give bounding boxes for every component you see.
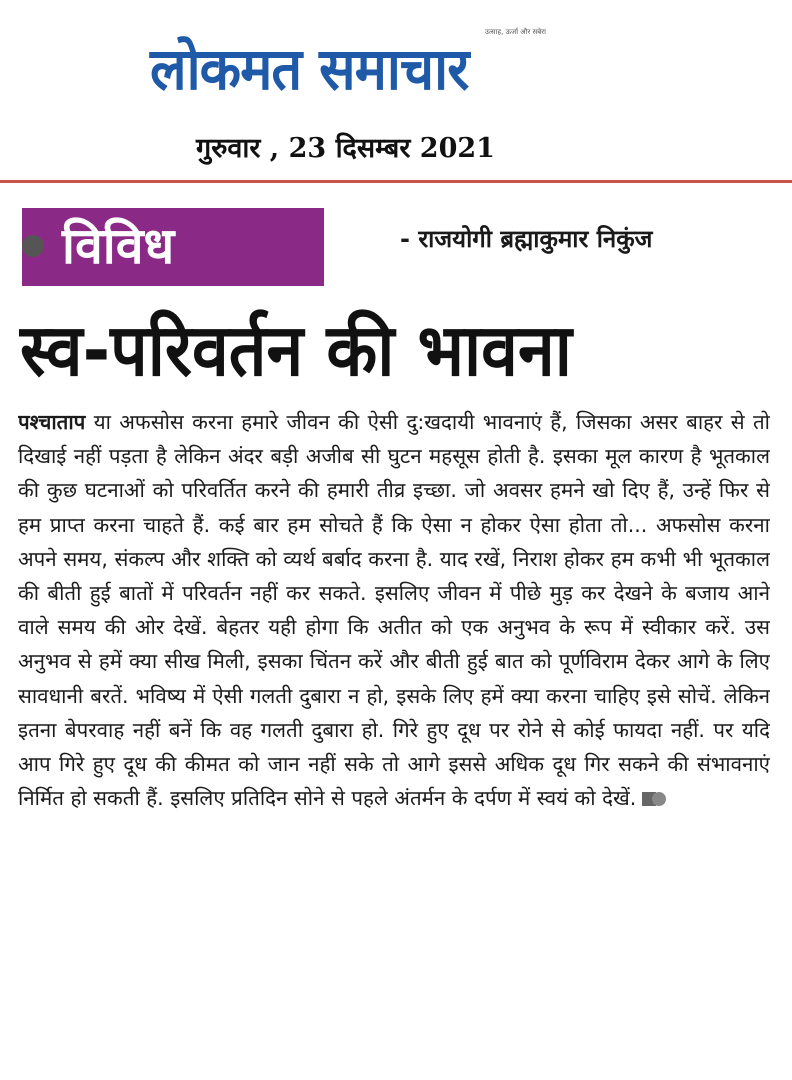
article-body [18,405,770,1075]
masthead-tagline: उत्साह, ऊर्जा और सबेरा [485,28,546,36]
masthead-title: लोकमत समाचार [150,35,469,103]
section-label: विविध [62,217,175,275]
article-lead-word: पश्चाताप [18,410,86,434]
header-divider [0,180,792,183]
section-tag [22,208,324,286]
issue-date: गुरुवार , 23 दिसम्बर 2021 [196,133,495,164]
masthead [150,28,610,110]
section-bullet-icon [22,235,44,257]
author-byline: - राजयोगी ब्रह्माकुमार निकुंज [400,225,653,253]
article-headline: स्व-परिवर्तन की भावना [20,308,572,392]
article-text: या अफसोस करना हमारे जीवन की ऐसी दु:खदायी भावनाएं हैं, जिसका असर बाहर से तो दिखाई नहीं पड़ता है लेकिन अंदर बड़ी अजीब सी घुटन महसूस होती है. इसका मूल कारण है भूतकाल की कुछ घटनाओं को परिवर्तित करने की हमारी तीव्र इच्छा. जो अवसर हमने खो दिए हैं, उन्हें फिर से हम प्राप्त करना चाहते हैं. कई बार हम सोचते हैं कि ऐसा न होकर ऐसा होता तो... अफसोस करना अपने समय, संकल्प और शक्ति को व्यर्थ बर्बाद करना है. याद रखें, निराश होकर हम कभी भी भूतकाल की बीती हुई बातों में परिवर्तन नहीं कर सकते. इसलिए जीवन में पीछे मुड़ कर देखने के बजाय आने वाले समय की ओर देखें. बेहतर यही होगा कि अतीत को एक अनुभव के रूप में स्वीकार करें. उस अनुभव से हमें क्या सीख मिली, इसका चिंतन करें और बीती हुई बात को पूर्णविराम देकर आगे के लिए सावधानी बरतें. भविष्य में ऐसी गलती दुबारा न हो, इसके लिए हमें क्या करना चाहिए इसे सोचें. लेकिन इतना बेपरवाह नहीं बनें कि वह गलती दुबारा हो. गिरे हुए दूध पर रोने से कोई फायदा नहीं. पर यदि आप गिरे हुए दूध की कीमत को जान नहीं सके तो आगे इससे अधिक दूध गिर सकने की संभावनाएं निर्मित हो सकती हैं. इसलिए प्रतिदिन सोने से पहले अंतर्मन के दर्पण में स्वयं को देखें. [18,410,770,811]
end-circle-icon [652,792,666,806]
